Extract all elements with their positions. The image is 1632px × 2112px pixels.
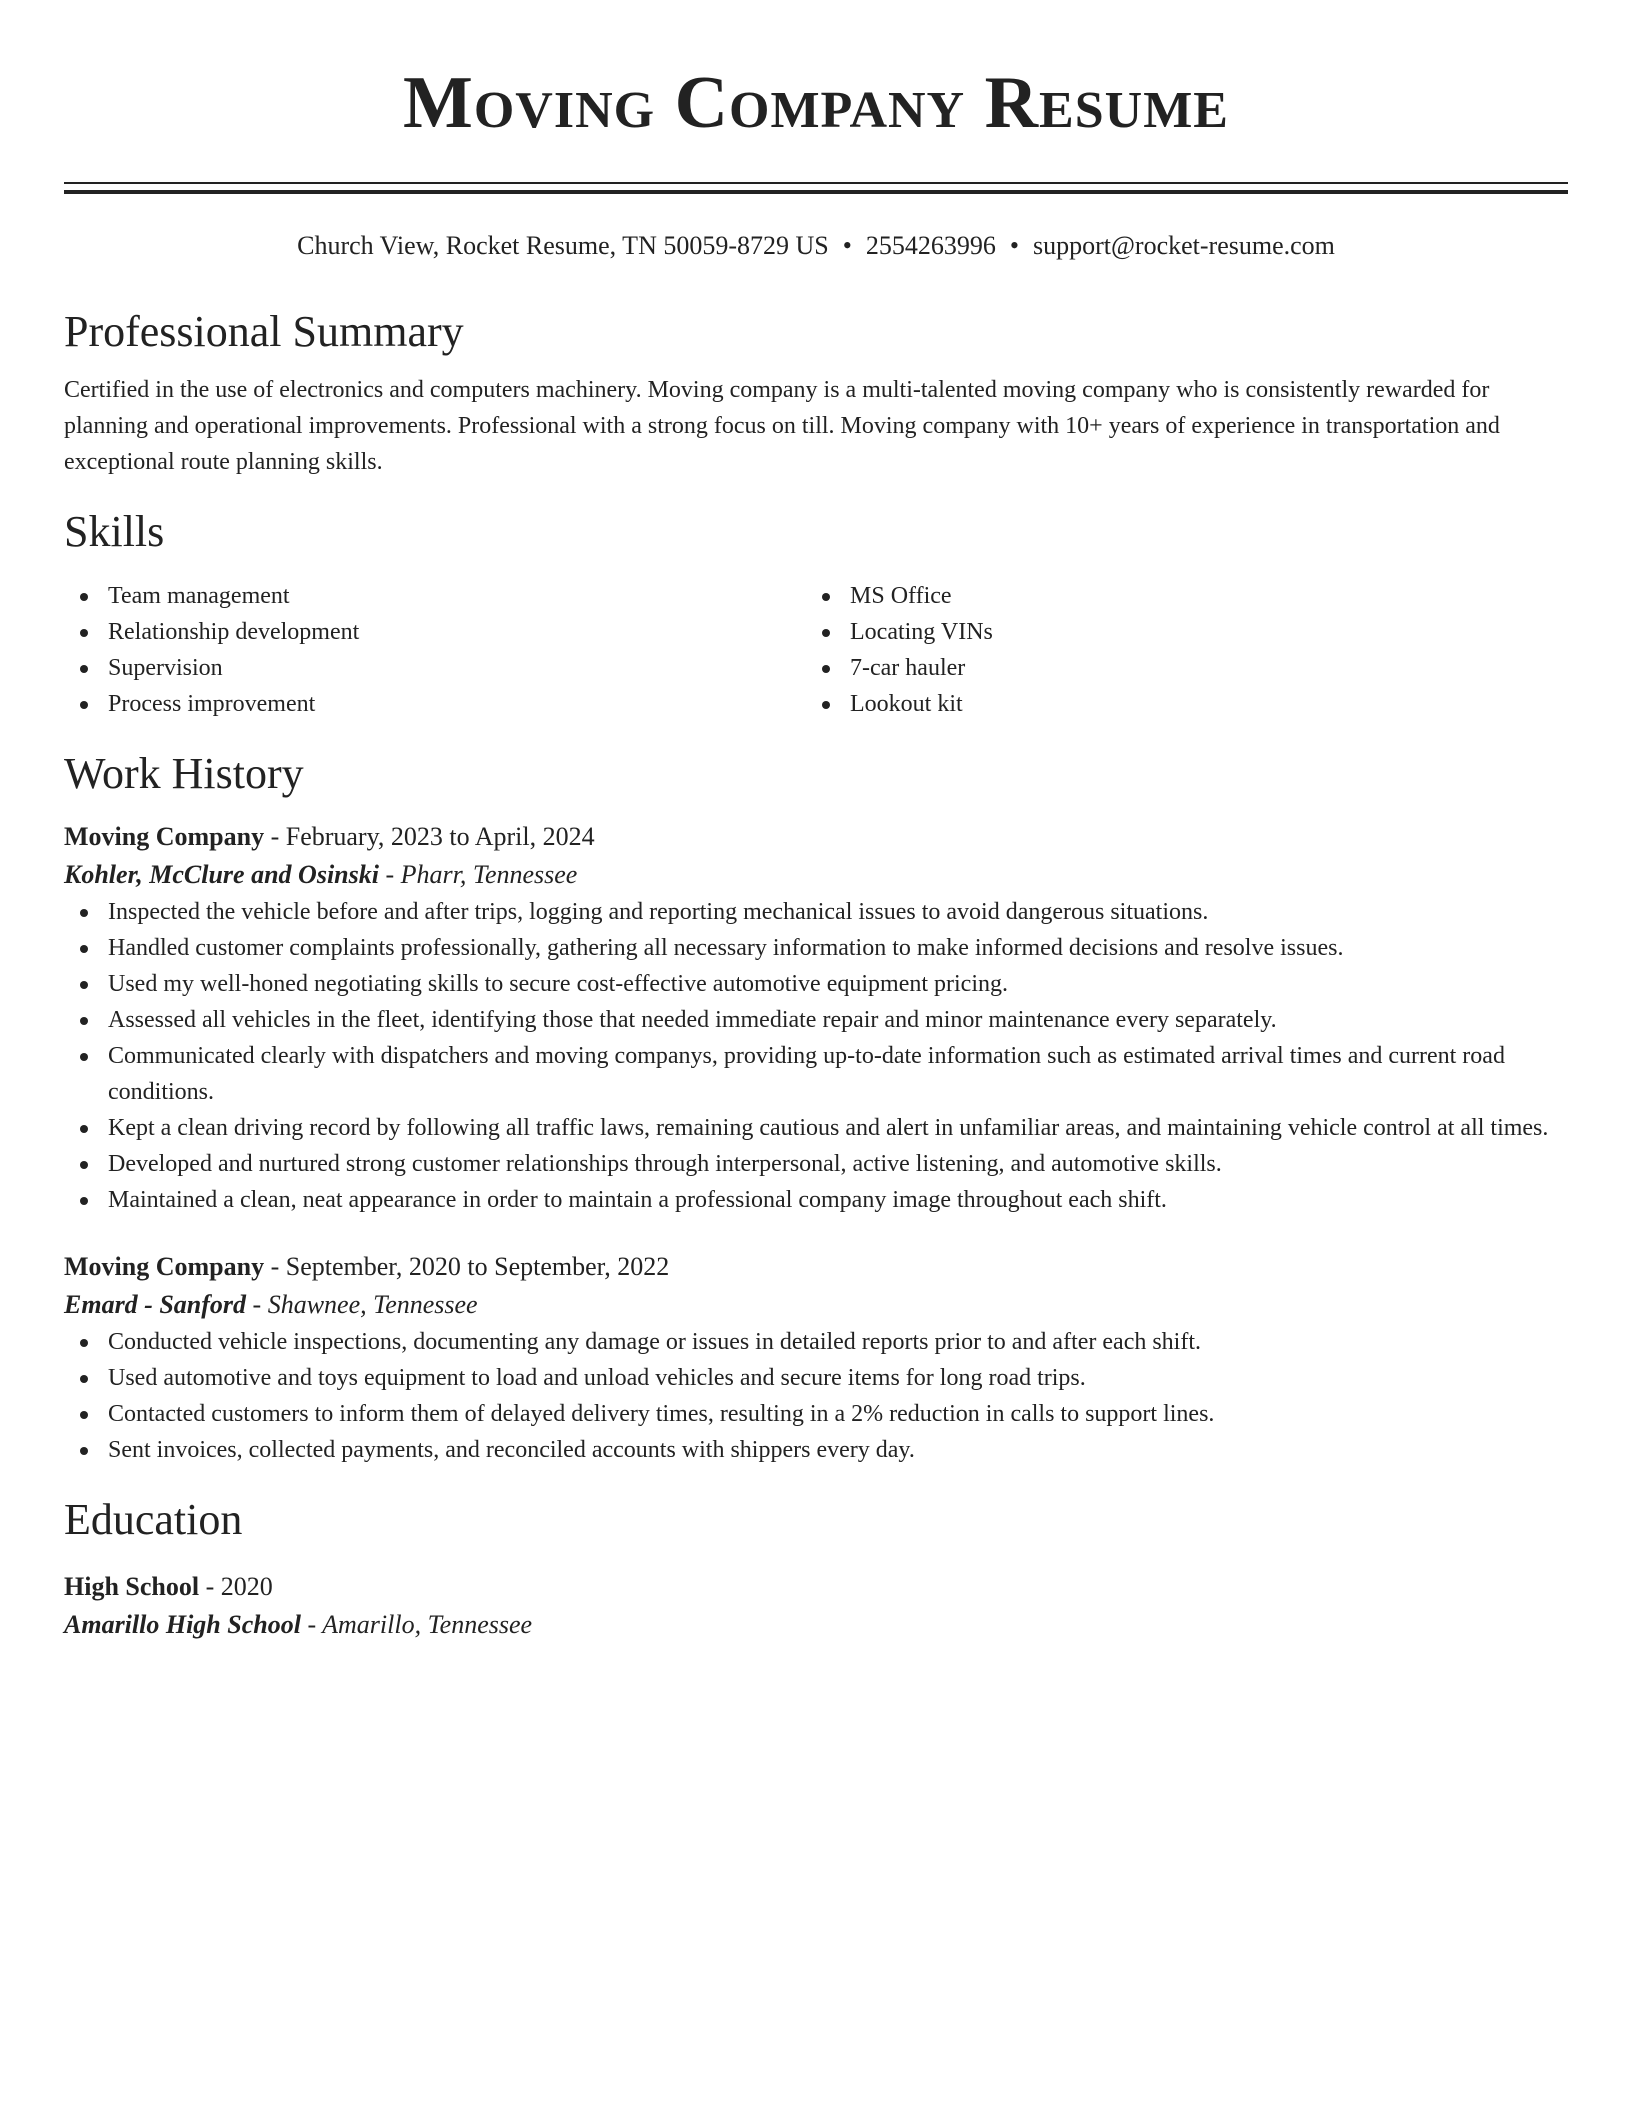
contact-separator: • — [842, 231, 852, 260]
job-duty-item: Sent invoices, collected payments, and reconciled accounts with shippers every day. — [64, 1432, 1568, 1468]
skill-item: Relationship development — [64, 614, 806, 650]
work-history-heading: Work History — [64, 749, 304, 798]
job-duty-item: Handled customer complaints professionally, gathering all necessary information to make informed decisions and resolve issues. — [64, 930, 1568, 966]
job-location: - Pharr, Tennessee — [378, 860, 578, 889]
contact-address: Church View, Rocket Resume, TN 50059-8729 US — [297, 231, 829, 260]
skills-column-left — [64, 578, 806, 722]
job-duty-item: Used my well-honed negotiating skills to secure cost-effective automotive equipment pricing. — [64, 966, 1568, 1002]
education-degree-line — [64, 1568, 1568, 1606]
job-duty-item: Communicated clearly with dispatchers and moving companys, providing up-to-date information such as estimated arrival times and current road conditions. — [64, 1038, 1568, 1110]
education-degree: High School — [64, 1572, 200, 1601]
skill-item: MS Office — [806, 578, 1548, 614]
job-title-line — [64, 1248, 1568, 1286]
education-location: - Amarillo, Tennessee — [300, 1610, 533, 1639]
job-entry — [64, 818, 1568, 1218]
job-duty-item: Inspected the vehicle before and after trips, logging and reporting mechanical issues to avoid dangerous situations. — [64, 894, 1568, 930]
job-employer-line — [64, 1286, 1568, 1324]
education-school-line — [64, 1606, 1568, 1644]
skill-item: Supervision — [64, 650, 806, 686]
contact-phone: 2554263996 — [865, 231, 996, 260]
education-heading: Education — [64, 1495, 243, 1544]
job-dates: - February, 2023 to April, 2024 — [264, 822, 595, 851]
job-employer-line — [64, 856, 1568, 894]
summary-text: Certified in the use of electronics and computers machinery. Moving company is a multi-talented moving company who is consistently rewarded for planning and operational improvements. Professional with a strong focus on till. Moving company with 10+ years of experience in transportation and exceptional route planning skills. — [64, 377, 1500, 475]
contact-line — [64, 230, 1568, 262]
job-dates: - September, 2020 to September, 2022 — [264, 1252, 670, 1281]
education-entry — [64, 1568, 1568, 1644]
skills-grid — [64, 578, 1568, 722]
skill-item: Team management — [64, 578, 806, 614]
job-entry — [64, 1248, 1568, 1468]
skill-item: Locating VINs — [806, 614, 1548, 650]
education-school: Amarillo High School — [64, 1610, 301, 1639]
job-duty-item: Maintained a clean, neat appearance in order to maintain a professional company image throughout each shift. — [64, 1182, 1568, 1218]
job-title-line — [64, 818, 1568, 856]
job-duty-item: Developed and nurtured strong customer relationships through interpersonal, active listening, and automotive skills. — [64, 1146, 1568, 1182]
job-title: Moving Company — [64, 822, 265, 851]
skill-item: Lookout kit — [806, 686, 1548, 722]
job-title: Moving Company — [64, 1252, 265, 1281]
job-duties-list — [64, 894, 1568, 1218]
skill-item: Process improvement — [64, 686, 806, 722]
title-divider-top — [64, 182, 1568, 184]
job-employer: Emard - Sanford — [64, 1290, 247, 1319]
contact-separator: • — [1009, 231, 1019, 260]
education-year: - 2020 — [199, 1572, 273, 1601]
job-duty-item: Assessed all vehicles in the fleet, identifying those that needed immediate repair and minor maintenance every separately. — [64, 1002, 1568, 1038]
resume-title: Moving Company Resume — [403, 62, 1229, 144]
job-duties-list — [64, 1324, 1568, 1468]
contact-email: support@rocket-resume.com — [1032, 231, 1335, 260]
skills-heading: Skills — [64, 507, 165, 556]
job-duty-item: Conducted vehicle inspections, documenting any damage or issues in detailed reports prior to and after each shift. — [64, 1324, 1568, 1360]
job-duty-item: Contacted customers to inform them of delayed delivery times, resulting in a 2% reduction in calls to support lines. — [64, 1396, 1568, 1432]
skill-item: 7-car hauler — [806, 650, 1548, 686]
job-duty-item: Used automotive and toys equipment to load and unload vehicles and secure items for long road trips. — [64, 1360, 1568, 1396]
summary-heading: Professional Summary — [64, 307, 464, 356]
title-divider-bottom — [64, 190, 1568, 194]
skills-column-right — [806, 578, 1548, 722]
job-employer: Kohler, McClure and Osinski — [64, 860, 379, 889]
job-duty-item: Kept a clean driving record by following all traffic laws, remaining cautious and alert in unfamiliar areas, and maintaining vehicle control at all times. — [64, 1110, 1568, 1146]
job-location: - Shawnee, Tennessee — [246, 1290, 478, 1319]
